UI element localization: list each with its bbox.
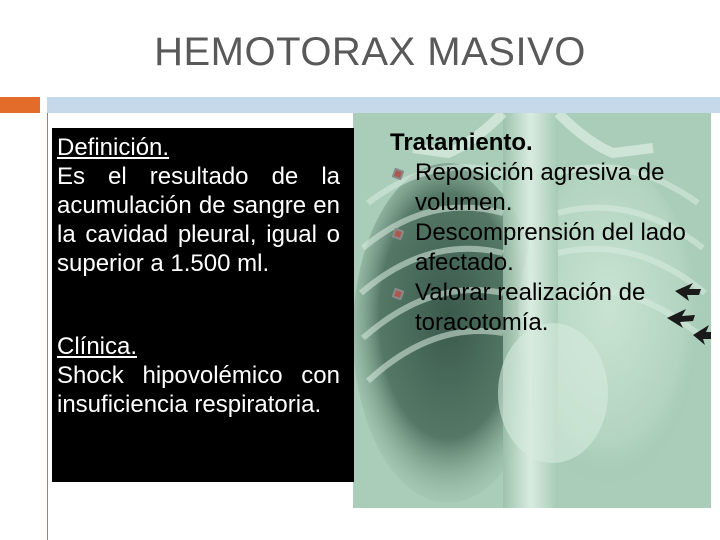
list-item: [390, 158, 705, 218]
bullet-icon: [392, 228, 404, 240]
definition-heading: Definición.: [57, 134, 170, 161]
accent-bar-orange: [0, 97, 40, 113]
list-item: [390, 218, 705, 278]
treatment-heading: Tratamiento.: [390, 129, 533, 156]
treatment-panel: [390, 128, 705, 338]
treatment-item-1: Reposición agresiva de volumen.: [415, 159, 665, 216]
definition-text: Es el resultado de la acumulación de sangre en la cavidad pleural, igual o superior a 1.500 ml.: [57, 163, 340, 277]
clinic-text: Shock hipovolémico con insuficiencia respiratoria.: [57, 362, 340, 418]
slide-title: HEMOTORAX MASIVO: [154, 30, 586, 74]
accent-line-vertical: [47, 113, 48, 540]
definition-panel: [52, 128, 354, 482]
accent-bar-blue: [47, 97, 720, 113]
bullet-icon: [392, 288, 404, 300]
list-item: [390, 278, 705, 338]
clinic-heading: Clínica.: [57, 333, 138, 360]
treatment-item-2: Descomprensión del lado afectado.: [415, 219, 686, 276]
treatment-item-3: Valorar realización de toracotomía.: [415, 279, 646, 336]
bullet-icon: [392, 168, 404, 180]
treatment-list: [390, 158, 705, 338]
